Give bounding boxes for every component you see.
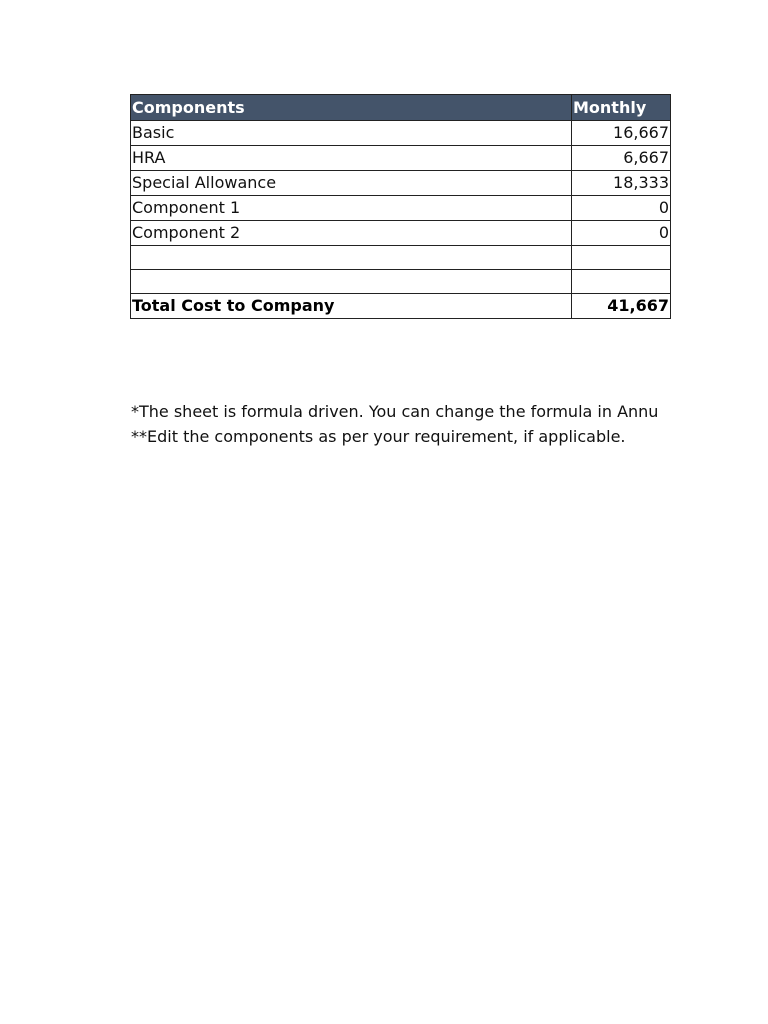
component-cell[interactable]: Component 2	[131, 221, 572, 246]
monthly-cell[interactable]: 18,333	[572, 171, 671, 196]
monthly-cell[interactable]: 6,667	[572, 146, 671, 171]
total-row	[131, 294, 671, 319]
notes-block	[131, 399, 671, 449]
table-row	[131, 121, 671, 146]
monthly-cell[interactable]: 0	[572, 196, 671, 221]
component-cell[interactable]	[131, 246, 572, 270]
note-edit-components[interactable]: **Edit the components as per your requirement, if applicable.	[131, 427, 626, 446]
table-row	[131, 270, 671, 294]
component-cell[interactable]: Basic	[131, 121, 572, 146]
monthly-cell[interactable]: 16,667	[572, 121, 671, 146]
table-header-row	[131, 95, 671, 121]
monthly-cell[interactable]	[572, 270, 671, 294]
component-cell[interactable]: Component 1	[131, 196, 572, 221]
note-formula-driven[interactable]: *The sheet is formula driven. You can change the formula in Annu	[131, 402, 659, 421]
table-row	[131, 246, 671, 270]
header-components[interactable]: Components	[131, 95, 572, 121]
component-cell[interactable]: Special Allowance	[131, 171, 572, 196]
header-monthly[interactable]: Monthly	[572, 95, 671, 121]
table-row	[131, 196, 671, 221]
salary-components-table	[130, 94, 671, 319]
total-value-cell[interactable]: 41,667	[572, 294, 671, 319]
monthly-cell[interactable]	[572, 246, 671, 270]
component-cell[interactable]: HRA	[131, 146, 572, 171]
table-row	[131, 171, 671, 196]
monthly-cell[interactable]: 0	[572, 221, 671, 246]
table-row	[131, 146, 671, 171]
total-label-cell[interactable]: Total Cost to Company	[131, 294, 572, 319]
table-row	[131, 221, 671, 246]
component-cell[interactable]	[131, 270, 572, 294]
